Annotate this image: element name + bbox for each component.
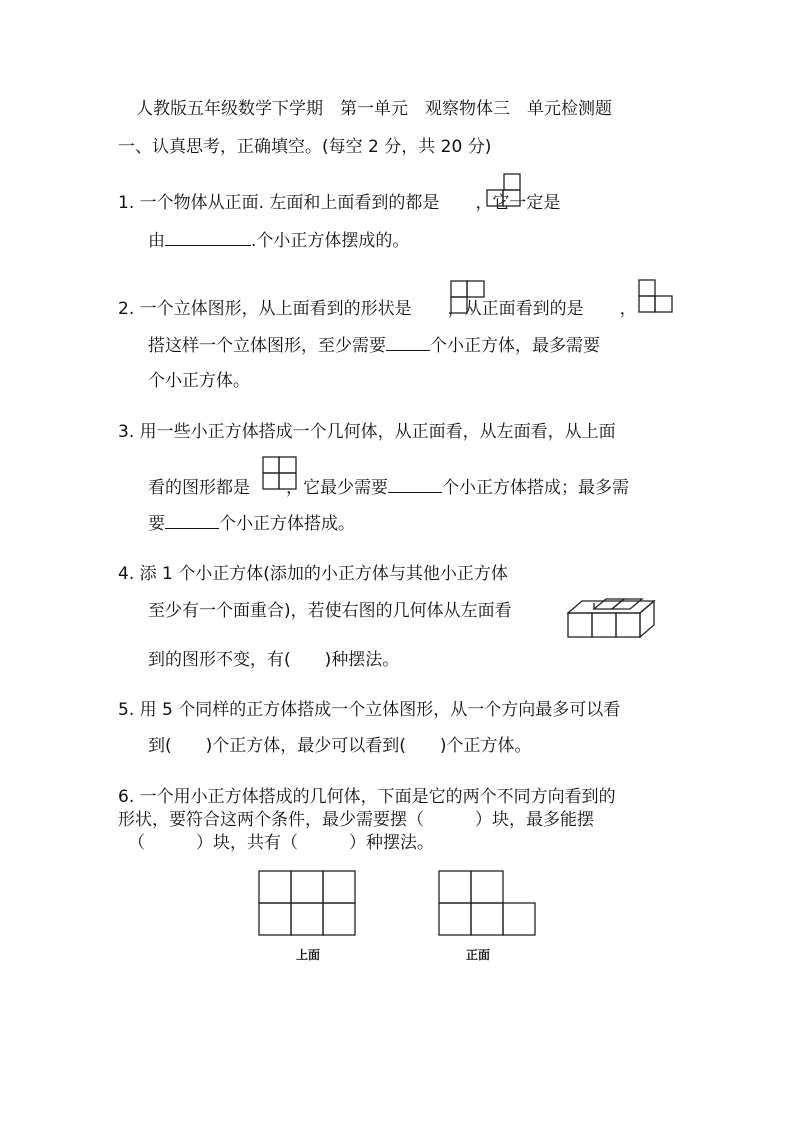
q6-front-view-figure [438,870,536,936]
q3-text-d: 要 [148,514,165,534]
q3-text-b: ，它最少需要 [286,478,388,498]
q2-text-e: 个小正方体，最多需要 [430,336,600,356]
q2-text-b: ，从正面看到的是 [447,299,584,319]
q1-text-c: 由 [148,231,165,251]
q6-line1: 6. 一个用小正方体搭成的几何体，下面是它的两个不同方向看到的 [118,787,616,807]
page-title: 人教版五年级数学下学期 第一单元 观察物体三 单元检测题 [136,99,612,119]
q4-line2: 至少有一个面重合)，若使右图的几何体从左面看 [148,601,512,621]
q1-blank[interactable] [165,229,251,246]
q2-text-c: ， [619,299,637,319]
q1-text-b: ，它一定是 [475,193,561,213]
q1-text-d: .个小正方体摆成的。 [251,231,410,251]
q2-text-a: 2. 一个立体图形，从上面看到的形状是 [118,299,412,319]
q6-caption-front: 正面 [466,948,491,962]
q2-line1 [118,298,637,320]
q2-blank-min[interactable] [386,334,430,351]
q6-caption-top: 上面 [296,948,321,962]
q3-text-e: 个小正方体搭成。 [219,514,355,534]
q2-front-view-icon [638,279,674,313]
section-heading: 一、认真思考，正确填空。(每空 2 分，共 20 分) [118,137,492,157]
q2-text-d: 搭这样一个立体图形，至少需要 [148,336,386,356]
q3-line3 [148,512,355,535]
q6-line2: 形状，要符合这两个条件，最少需要摆（ ）块，最多能摆 [118,810,594,830]
q4-line3: 到的图形不变，有( )种摆法。 [148,650,400,670]
q1-shape-icon [486,173,522,209]
q3-line1: 3. 用一些小正方体搭成一个几何体，从正面看，从左面看，从上面 [118,422,616,442]
q4-cube-figure-icon [566,597,658,641]
q1-line2 [148,229,409,252]
q5-line1: 5. 用 5 个同样的正方体搭成一个立体图形，从一个方向最多可以看 [118,700,621,720]
q2-line2 [148,334,600,357]
q5-line2: 到( )个正方体，最少可以看到( )个正方体。 [148,736,532,756]
q3-view-icon [262,456,298,490]
q6-line3: （ ）块，共有（ ）种摆法。 [128,833,434,853]
q3-blank-max[interactable] [165,512,219,529]
q3-line2 [148,476,629,499]
q1-text-a: 1. 一个物体从正面. 左面和上面看到的都是 [118,193,440,213]
q2-top-view-icon [450,280,486,314]
q4-line1: 4. 添 1 个小正方体(添加的小正方体与其他小正方体 [118,564,508,584]
q3-text-c: 个小正方体搭成；最多需 [442,478,629,498]
q2-line3: 个小正方体。 [148,371,250,391]
q3-blank-min[interactable] [388,476,442,493]
q3-text-a: 看的图形都是 [148,478,250,498]
q6-top-view-figure [258,870,356,936]
